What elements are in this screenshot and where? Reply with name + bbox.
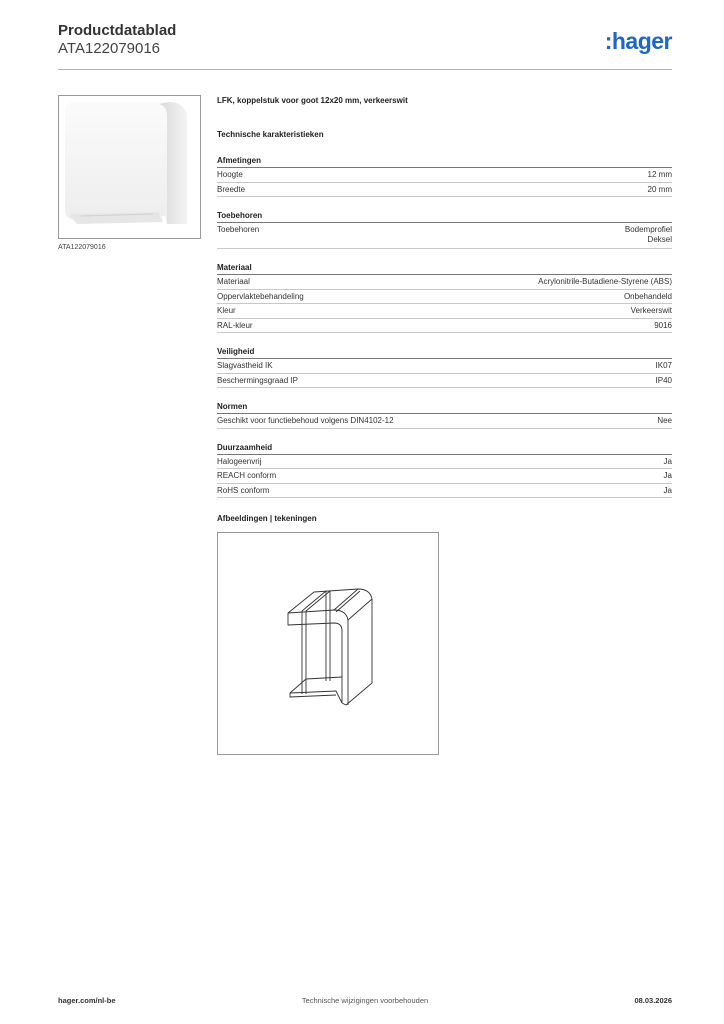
row-label: Slagvastheid IK xyxy=(217,361,273,370)
table-row xyxy=(217,168,672,183)
product-photo-image xyxy=(59,96,200,238)
table-row xyxy=(217,374,672,389)
group-title: Afmetingen xyxy=(217,156,672,168)
row-label: Toebehoren xyxy=(217,225,260,234)
table-row xyxy=(217,304,672,319)
row-label: RoHS conform xyxy=(217,485,270,495)
spec-content xyxy=(217,96,672,498)
row-label: Materiaal xyxy=(217,277,250,286)
technical-drawing-image xyxy=(218,533,438,754)
spec-group-veiligheid xyxy=(217,347,672,388)
row-value: Ja xyxy=(663,471,672,480)
row-value: 9016 xyxy=(654,320,672,330)
table-row xyxy=(217,484,672,499)
table-row xyxy=(217,223,672,249)
footer-website-link[interactable]: hager.com/nl-be xyxy=(58,996,116,1005)
spec-group-toebehoren xyxy=(217,211,672,249)
spec-group-normen xyxy=(217,402,672,429)
row-value: Acrylonitrile-Butadiene-Styrene (ABS) xyxy=(538,277,672,286)
row-label: RAL-kleur xyxy=(217,320,253,330)
spec-group-duurzaamheid xyxy=(217,443,672,499)
group-title: Normen xyxy=(217,402,672,414)
footer-date: 08.03.2026 xyxy=(634,996,672,1005)
table-row xyxy=(217,455,672,470)
table-row xyxy=(217,275,672,290)
section-title: Technische karakteristieken xyxy=(217,130,324,139)
row-value-line: Bodemprofiel xyxy=(624,225,672,234)
row-value-line: Deksel xyxy=(647,235,672,244)
table-row xyxy=(217,319,672,334)
row-value: IK07 xyxy=(655,361,672,370)
table-row xyxy=(217,469,672,484)
product-name: LFK, koppelstuk voor goot 12x20 mm, verkeerswit xyxy=(217,96,408,105)
row-label: Geschikt voor functiebehoud volgens DIN4102-12 xyxy=(217,416,394,425)
product-photo xyxy=(58,95,201,239)
row-label: Hoogte xyxy=(217,170,243,179)
product-code: ATA122079016 xyxy=(58,40,161,57)
spec-group-materiaal xyxy=(217,263,672,333)
row-value xyxy=(625,225,672,248)
spec-group-afmetingen xyxy=(217,156,672,197)
row-value: Nee xyxy=(657,416,672,425)
row-value: 12 mm xyxy=(647,170,672,179)
row-value: IP40 xyxy=(655,375,672,385)
group-title: Toebehoren xyxy=(217,211,672,223)
page-footer xyxy=(58,996,672,1010)
row-value: Onbehandeld xyxy=(623,291,672,301)
row-label: REACH conform xyxy=(217,471,277,480)
table-row xyxy=(217,183,672,198)
photo-caption: ATA122079016 xyxy=(58,244,106,251)
group-title: Veiligheid xyxy=(217,347,672,359)
technical-drawing xyxy=(217,532,439,755)
group-title: Duurzaamheid xyxy=(217,443,672,455)
footer-disclaimer: Technische wijzigingen voorbehouden xyxy=(301,996,429,1005)
row-value: Verkeerswit xyxy=(630,306,672,315)
row-label: Oppervlaktebehandeling xyxy=(217,291,304,301)
page-header xyxy=(58,22,672,70)
row-label: Breedte xyxy=(217,184,246,194)
table-row xyxy=(217,414,672,429)
group-title: Materiaal xyxy=(217,263,672,275)
row-value: Ja xyxy=(663,485,672,495)
row-value: 20 mm xyxy=(647,184,672,194)
row-label: Halogeenvrij xyxy=(217,456,262,466)
row-value: Ja xyxy=(663,456,672,466)
table-row xyxy=(217,290,672,305)
document-title: Productdatablad xyxy=(58,22,177,39)
hager-logo: :hager xyxy=(604,28,672,54)
row-label: Beschermingsgraad IP xyxy=(217,375,298,385)
table-row xyxy=(217,359,672,374)
images-section-title: Afbeeldingen | tekeningen xyxy=(217,514,317,523)
row-label: Kleur xyxy=(217,306,236,315)
